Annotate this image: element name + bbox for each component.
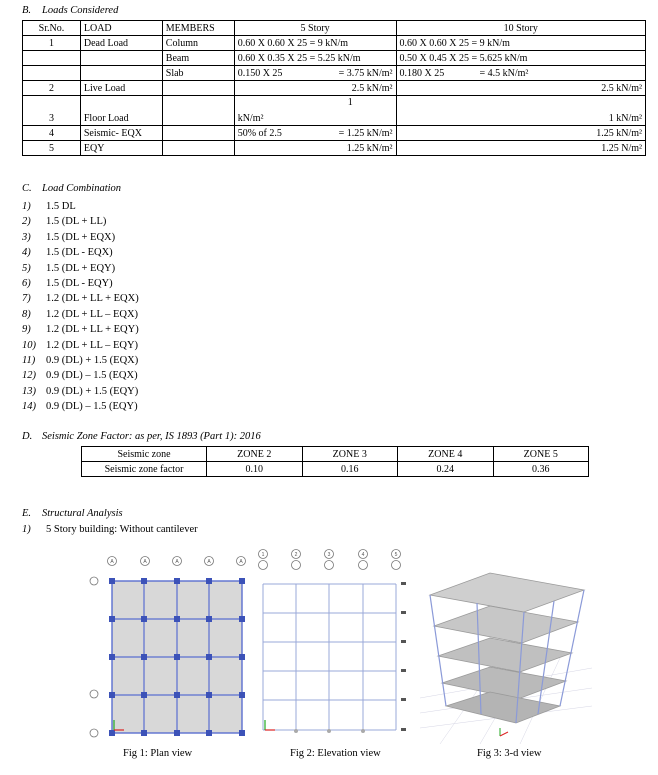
load-cell: Live Load bbox=[80, 81, 162, 96]
story10-cell: 0.60 X 0.60 X 25 = 9 kN/m bbox=[396, 36, 645, 51]
grid-bubble-label: A bbox=[110, 559, 114, 565]
load-cell bbox=[80, 51, 162, 66]
zone-header-cell: ZONE 4 bbox=[398, 447, 494, 462]
section-b-title: Loads Considered bbox=[42, 5, 119, 16]
load-cell bbox=[80, 66, 162, 81]
list-text: 1.2 (DL + LL + EQX) bbox=[46, 293, 139, 305]
story10-slab-value: = 4.5 kN/m² bbox=[479, 67, 529, 79]
list-text: 1.5 (DL + EQX) bbox=[46, 231, 116, 243]
table-row bbox=[23, 126, 646, 141]
table-row bbox=[23, 36, 646, 51]
story10-cell bbox=[396, 66, 645, 81]
list-text: 5 Story building: Without cantilever bbox=[46, 524, 198, 535]
section-e-label: E. bbox=[22, 508, 32, 519]
list-text: 1.5 (DL + EQY) bbox=[46, 262, 116, 274]
list-item bbox=[22, 353, 139, 368]
story5-floor-value: 1 bbox=[347, 97, 353, 108]
list-item bbox=[22, 230, 139, 245]
top-grid-bubbles bbox=[108, 557, 246, 566]
zone-factor-cell: 0.10 bbox=[207, 462, 303, 477]
section-d-heading bbox=[22, 431, 261, 442]
story5-cell: 1.25 kN/m² bbox=[234, 141, 396, 156]
section-d-label: D. bbox=[22, 431, 33, 442]
list-item bbox=[22, 276, 139, 291]
list-number: 10) bbox=[22, 339, 36, 351]
story5-cell: 0.60 X 0.60 X 25 = 9 kN/m bbox=[234, 36, 396, 51]
sr-cell: 5 bbox=[23, 141, 81, 156]
list-text: 1.2 (DL + LL – EQX) bbox=[46, 308, 139, 320]
axis-triad-icon bbox=[500, 728, 508, 736]
list-number: 9) bbox=[22, 324, 31, 336]
story5-cell bbox=[234, 96, 396, 126]
section-d-title: Seismic Zone Factor: as per, IS 1893 (Part 1): 2016 bbox=[42, 431, 261, 442]
story5-floor-unit: kN/m² bbox=[237, 113, 264, 124]
section-e-heading bbox=[22, 508, 123, 519]
list-item bbox=[22, 338, 139, 353]
list-text: 0.9 (DL) + 1.5 (EQX) bbox=[46, 354, 139, 366]
member-cell bbox=[162, 96, 234, 126]
story10-slab-expr: 0.180 X 25 bbox=[399, 67, 445, 79]
story-markers bbox=[401, 582, 406, 731]
elevation-bubble-label: 4 bbox=[361, 552, 365, 558]
story5-cell bbox=[234, 126, 396, 141]
loads-header-row bbox=[23, 21, 646, 36]
section-b-label: B. bbox=[22, 5, 32, 16]
sr-cell: 4 bbox=[23, 126, 81, 141]
three-d-caption: Fig 3: 3-d view bbox=[477, 748, 542, 759]
header-10-story: 10 Story bbox=[396, 21, 645, 36]
story5-slab-value: = 3.75 kN/m² bbox=[338, 67, 393, 79]
member-cell bbox=[162, 126, 234, 141]
header-load: LOAD bbox=[80, 21, 162, 36]
member-cell: Slab bbox=[162, 66, 234, 81]
plan-view-figure bbox=[86, 548, 252, 744]
list-text: 1.5 (DL - EQY) bbox=[46, 277, 113, 289]
story5-cell bbox=[234, 66, 396, 81]
member-cell: Beam bbox=[162, 51, 234, 66]
story10-cell: 1.25 N/m² bbox=[396, 141, 645, 156]
list-number: 3) bbox=[22, 231, 31, 243]
zone-header-cell: ZONE 5 bbox=[493, 447, 589, 462]
list-number: 7) bbox=[22, 293, 31, 305]
list-number: 1) bbox=[22, 201, 31, 212]
story10-cell: 0.50 X 0.45 X 25 = 5.625 kN/m bbox=[396, 51, 645, 66]
section-c-label: C. bbox=[22, 183, 32, 194]
section-c-heading bbox=[22, 183, 121, 194]
story5-slab-expr: 0.150 X 25 bbox=[237, 67, 283, 79]
list-text: 0.9 (DL) + 1.5 (EQY) bbox=[46, 385, 139, 397]
elevation-view-figure bbox=[256, 546, 416, 742]
seismic-zone-table bbox=[81, 446, 589, 477]
grid-bubble-label: A bbox=[175, 559, 179, 565]
grid-bubble-label: A bbox=[207, 559, 211, 565]
list-item bbox=[22, 384, 139, 399]
list-number: 2) bbox=[22, 216, 31, 228]
sr-cell bbox=[23, 51, 81, 66]
load-cell: EQY bbox=[80, 141, 162, 156]
story5-cell: 2.5 kN/m² bbox=[234, 81, 396, 96]
header-5-story: 5 Story bbox=[234, 21, 396, 36]
list-number: 8) bbox=[22, 308, 31, 320]
elevation-grid-bubbles bbox=[259, 550, 401, 570]
list-number: 12) bbox=[22, 370, 36, 382]
list-number: 11) bbox=[22, 354, 36, 366]
list-text: 0.9 (DL) – 1.5 (EQY) bbox=[46, 401, 138, 413]
list-text: 1.5 DL bbox=[46, 201, 76, 212]
list-number: 14) bbox=[22, 401, 36, 413]
loads-table bbox=[22, 20, 646, 156]
zone-header-row bbox=[82, 447, 589, 462]
load-cell: Seismic- EQX bbox=[80, 126, 162, 141]
sr-cell: 3 bbox=[23, 96, 81, 126]
story5-seismic-value: = 1.25 kN/m² bbox=[338, 127, 393, 139]
zone-factor-cell: 0.16 bbox=[302, 462, 398, 477]
elevation-frame bbox=[263, 584, 396, 730]
table-row bbox=[23, 141, 646, 156]
story10-cell: 2.5 kN/m² bbox=[396, 81, 645, 96]
sr-cell bbox=[23, 66, 81, 81]
list-text: 1.2 (DL + LL – EQY) bbox=[46, 339, 139, 351]
elevation-bubble-label: 5 bbox=[394, 552, 398, 558]
side-grid-bubbles bbox=[90, 577, 98, 737]
sr-cell: 2 bbox=[23, 81, 81, 96]
list-text: 0.9 (DL) – 1.5 (EQX) bbox=[46, 370, 138, 382]
section-b-heading bbox=[22, 5, 118, 16]
three-d-view-figure bbox=[420, 548, 592, 744]
list-item bbox=[22, 307, 139, 322]
story10-cell: 1 kN/m² bbox=[396, 96, 645, 126]
list-text: 1.2 (DL + LL + EQY) bbox=[46, 324, 139, 336]
header-sr: Sr.No. bbox=[23, 21, 81, 36]
story5-seismic-expr: 50% of 2.5 bbox=[237, 127, 282, 139]
table-row bbox=[23, 81, 646, 96]
zone-factor-cell: Seismic zone factor bbox=[82, 462, 207, 477]
list-item bbox=[22, 199, 139, 214]
table-row bbox=[23, 66, 646, 81]
list-number: 6) bbox=[22, 277, 31, 289]
list-number: 13) bbox=[22, 385, 36, 397]
table-row bbox=[23, 51, 646, 66]
grid-bubble-label: A bbox=[239, 559, 243, 565]
list-item bbox=[22, 261, 139, 276]
header-members: MEMBERS bbox=[162, 21, 234, 36]
zone-factor-cell: 0.36 bbox=[493, 462, 589, 477]
section-c-title: Load Combination bbox=[42, 183, 122, 194]
list-text: 1.5 (DL - EQX) bbox=[46, 247, 113, 259]
list-number: 1) bbox=[22, 524, 31, 535]
zone-factor-cell: 0.24 bbox=[398, 462, 494, 477]
list-item bbox=[22, 399, 139, 414]
list-item bbox=[22, 245, 139, 260]
list-item bbox=[22, 214, 139, 229]
load-cell: Dead Load bbox=[80, 36, 162, 51]
elevation-caption: Fig 2: Elevation view bbox=[290, 748, 381, 759]
table-row bbox=[23, 96, 646, 126]
load-cell: Floor Load bbox=[80, 96, 162, 126]
list-item bbox=[22, 368, 139, 383]
list-item bbox=[22, 322, 139, 337]
list-number: 5) bbox=[22, 262, 31, 274]
zone-header-cell: Seismic zone bbox=[82, 447, 207, 462]
member-cell: Column bbox=[162, 36, 234, 51]
elevation-bubble-label: 3 bbox=[327, 552, 331, 558]
zone-header-cell: ZONE 3 bbox=[302, 447, 398, 462]
section-e-title: Structural Analysis bbox=[42, 508, 123, 519]
analysis-item bbox=[22, 524, 198, 535]
elevation-bubble-label: 1 bbox=[261, 552, 265, 558]
story5-cell: 0.60 X 0.35 X 25 = 5.25 kN/m bbox=[234, 51, 396, 66]
list-number: 4) bbox=[22, 247, 31, 259]
zone-header-cell: ZONE 2 bbox=[207, 447, 303, 462]
plan-caption: Fig 1: Plan view bbox=[123, 748, 193, 759]
grid-bubble-label: A bbox=[143, 559, 147, 565]
member-cell bbox=[162, 141, 234, 156]
list-item bbox=[22, 291, 139, 306]
zone-factor-row bbox=[82, 462, 589, 477]
load-combination-list bbox=[22, 199, 139, 414]
sr-cell: 1 bbox=[23, 36, 81, 51]
elevation-bubble-label: 2 bbox=[294, 552, 298, 558]
story10-cell: 1.25 kN/m² bbox=[396, 126, 645, 141]
list-text: 1.5 (DL + LL) bbox=[46, 216, 107, 228]
member-cell bbox=[162, 81, 234, 96]
axis-triad-icon bbox=[265, 720, 275, 730]
